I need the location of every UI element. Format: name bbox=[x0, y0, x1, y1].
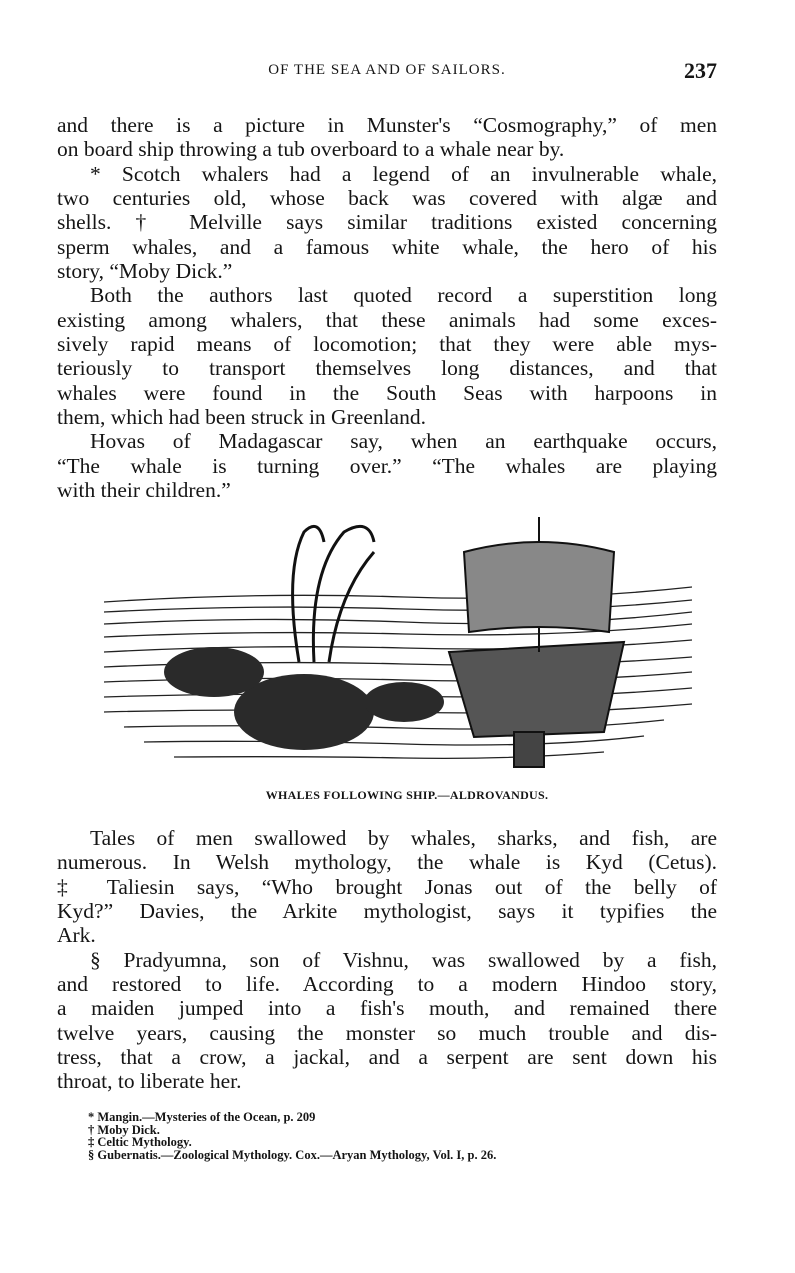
text-line: a maiden jumped into a fish's mouth, and remained there bbox=[57, 996, 717, 1021]
text-line: § Pradyumna, son of Vishnu, was swallowed by a fish, bbox=[90, 947, 717, 972]
ship bbox=[449, 517, 624, 767]
text-line: story, “Moby Dick.” bbox=[57, 259, 233, 284]
body-text-upper bbox=[57, 113, 717, 503]
woodcut-illustration bbox=[104, 512, 692, 780]
running-title: OF THE SEA AND OF SAILORS. bbox=[268, 62, 506, 78]
text-line: ‡ Taliesin says, “Who brought Jonas out of the belly of bbox=[57, 874, 717, 899]
footnote: § Gubernatis.—Zoological Mythology. Cox.—Aryan Mythology, Vol. I, p. 26. bbox=[88, 1147, 497, 1162]
text-line: * Scotch whalers had a legend of an invulnerable whale, bbox=[90, 161, 717, 186]
text-line: Tales of men swallowed by whales, sharks, and fish, are bbox=[90, 826, 717, 850]
text-line: numerous. In Welsh mythology, the whale is Kyd (Cetus). bbox=[57, 850, 717, 875]
text-line: with their children.” bbox=[57, 478, 231, 503]
page-header bbox=[57, 58, 717, 84]
text-line: Hovas of Madagascar say, when an earthquake occurs, bbox=[90, 429, 717, 454]
page-number: 237 bbox=[684, 58, 717, 83]
text-line: existing among whalers, that these animals had some exces- bbox=[57, 307, 717, 332]
whale-spouts bbox=[293, 526, 374, 662]
footnote: * Mangin.—Mysteries of the Ocean, p. 209 bbox=[88, 1110, 316, 1124]
text-line: whales were found in the South Seas with harpoons in bbox=[57, 380, 717, 405]
text-line: sively rapid means of locomotion; that they were able mys- bbox=[57, 332, 717, 357]
text-line: sperm whales, and a famous white whale, the hero of his bbox=[57, 234, 717, 259]
text-line: twelve years, causing the monster so much trouble and dis- bbox=[57, 1020, 717, 1045]
text-line: and restored to life. According to a modern Hindoo story, bbox=[57, 972, 717, 997]
text-line: and there is a picture in Munster's “Cosmography,” of men bbox=[57, 113, 717, 137]
text-line: shells. † Melville says similar traditions existed concerning bbox=[57, 210, 717, 235]
text-line: two centuries old, whose back was covered with algæ and bbox=[57, 186, 717, 211]
body-text-lower bbox=[57, 826, 717, 1094]
text-line: Ark. bbox=[57, 923, 96, 948]
footnotes bbox=[88, 1111, 728, 1161]
footnote: ‡ Celtic Mythology. bbox=[88, 1135, 192, 1149]
text-line: tress, that a crow, a jackal, and a serpent are sent down his bbox=[57, 1045, 717, 1070]
text-line: them, which had been struck in Greenland. bbox=[57, 405, 426, 430]
text-line: Both the authors last quoted record a superstition long bbox=[90, 283, 717, 308]
footnote: † Moby Dick. bbox=[88, 1122, 160, 1137]
text-line: “The whale is turning over.” “The whales are playing bbox=[57, 453, 717, 478]
text-line: throat, to liberate her. bbox=[57, 1069, 242, 1094]
text-line: on board ship throwing a tub overboard to a whale near by. bbox=[57, 137, 565, 162]
figure-caption: WHALES FOLLOWING SHIP.—ALDROVANDUS. bbox=[265, 788, 549, 802]
text-line: teriously to transport themselves long distances, and that bbox=[57, 356, 717, 381]
text-line: Kyd?” Davies, the Arkite mythologist, says it typifies the bbox=[57, 899, 717, 924]
